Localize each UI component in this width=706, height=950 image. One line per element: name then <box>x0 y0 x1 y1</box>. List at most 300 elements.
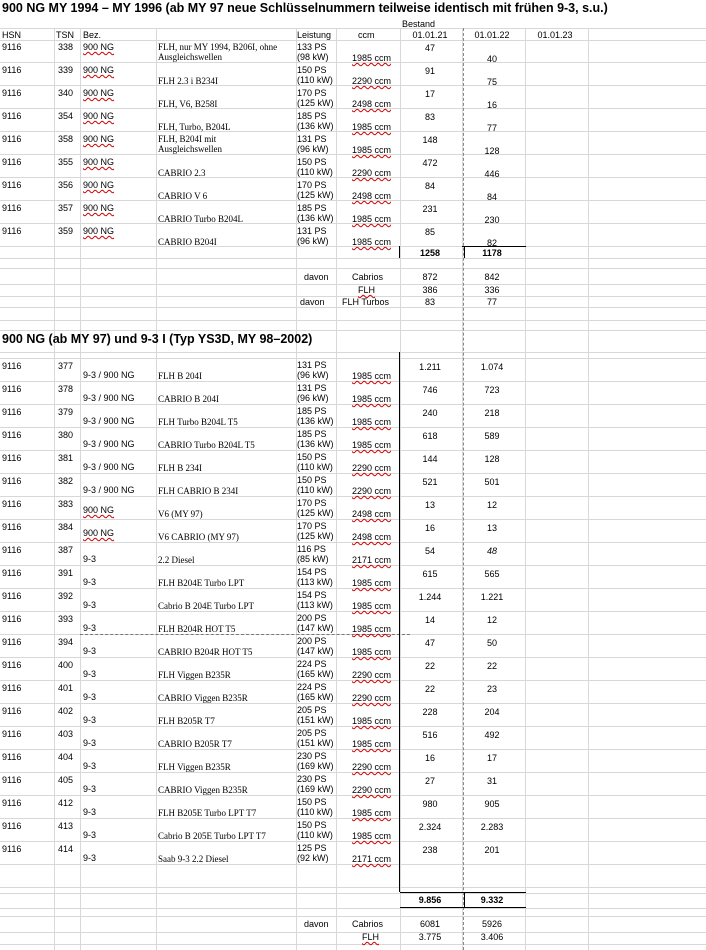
davon-count-2022: 842 <box>484 272 500 282</box>
row-ccm: 2290 ccm <box>352 486 392 496</box>
row-power-kw: (169 kW) <box>297 784 334 794</box>
row-power-ps: 150 PS <box>297 475 327 485</box>
row-power-ps: 150 PS <box>297 797 327 807</box>
row-description: CABRIO V 6 <box>158 191 208 201</box>
row-tsn: 404 <box>58 752 74 762</box>
row-power-kw: (110 kW) <box>297 167 333 177</box>
row-bez: 9-3 <box>83 554 97 564</box>
davon-count-2022: 5926 <box>481 919 503 929</box>
header-ccm: ccm <box>358 30 375 40</box>
row-bez: 9-3 <box>83 807 97 817</box>
row-ccm: 2290 ccm <box>352 463 392 473</box>
row-power-ps: 185 PS <box>297 406 327 416</box>
row-tsn: 391 <box>58 568 74 578</box>
grid-row-line <box>0 887 706 888</box>
row-count-2022: 446 <box>484 169 500 179</box>
grid-row-line <box>0 841 706 842</box>
row-count-2022: 589 <box>484 431 500 441</box>
row-hsn: 9116 <box>2 476 22 486</box>
row-count-2021: 1.211 <box>419 362 441 372</box>
row-hsn: 9116 <box>2 65 22 75</box>
grid-row-line <box>0 381 706 382</box>
row-power-ps: 125 PS <box>297 843 327 853</box>
row-count-2022: 128 <box>484 454 500 464</box>
row-power-kw: (147 kW) <box>297 623 334 633</box>
row-count-2021: 238 <box>422 845 438 855</box>
grid-row-line <box>0 726 706 727</box>
row-count-2021: 618 <box>422 431 438 441</box>
row-power-kw: (136 kW) <box>297 416 334 426</box>
row-count-2022: 84 <box>486 192 497 202</box>
davon-count-2021: 872 <box>422 272 438 282</box>
grid-row-line <box>0 657 706 658</box>
row-description: FLH B205E Turbo LPT T7 <box>158 808 257 818</box>
row-bez: 900 NG <box>83 65 115 75</box>
row-ccm: 2498 ccm <box>352 532 392 542</box>
total-2021: 9.856 <box>418 895 442 905</box>
row-description: Cabrio B 204E Turbo LPT <box>158 601 255 611</box>
row-tsn: 401 <box>58 683 74 693</box>
grid-col-line <box>336 28 337 950</box>
header-date-2022: 01.01.22 <box>474 30 510 40</box>
row-bez: 9-3 <box>83 600 97 610</box>
row-tsn: 412 <box>58 798 74 808</box>
row-description: CABRIO B205R T7 <box>158 739 232 749</box>
row-ccm: 1985 ccm <box>352 417 392 427</box>
row-ccm: 1985 ccm <box>352 647 392 657</box>
row-count-2022: 230 <box>484 215 500 225</box>
row-power-kw: (110 kW) <box>297 75 333 85</box>
row-ccm: 2498 ccm <box>352 509 392 519</box>
row-hsn: 9116 <box>2 683 22 693</box>
davon-count-2022: 3.406 <box>480 932 504 942</box>
page-break-line-horizontal <box>80 634 410 635</box>
row-power-kw: (125 kW) <box>297 98 334 108</box>
row-tsn: 383 <box>58 499 74 509</box>
row-power-ps: 131 PS <box>297 360 327 370</box>
row-count-2021: 228 <box>422 707 438 717</box>
row-ccm: 2498 ccm <box>352 191 392 201</box>
row-ccm: 1985 ccm <box>352 578 392 588</box>
row-power-kw: (92 kW) <box>297 853 329 863</box>
row-power-kw: (96 kW) <box>297 236 329 246</box>
row-power-kw: (169 kW) <box>297 761 334 771</box>
row-bez: 900 NG <box>83 157 115 167</box>
row-hsn: 9116 <box>2 798 22 808</box>
row-tsn: 379 <box>58 407 74 417</box>
row-hsn: 9116 <box>2 384 22 394</box>
row-power-ps: 116 PS <box>297 544 326 554</box>
row-description: FLH, B204I mit <box>158 134 217 144</box>
row-description: FLH 2.3 i B234I <box>158 76 219 86</box>
row-count-2022: 501 <box>484 477 500 487</box>
row-hsn: 9116 <box>2 660 22 670</box>
row-bez: 9-3 <box>83 669 97 679</box>
row-tsn: 394 <box>58 637 74 647</box>
row-ccm: 2290 ccm <box>352 168 392 178</box>
grid-row-line <box>0 427 706 428</box>
row-bez: 9-3 <box>83 738 97 748</box>
row-count-2022: 201 <box>484 845 500 855</box>
row-tsn: 382 <box>58 476 74 486</box>
row-power-ps: 185 PS <box>297 203 327 213</box>
row-power-kw: (125 kW) <box>297 508 334 518</box>
grid-row-line <box>0 307 706 308</box>
row-tsn: 414 <box>58 844 74 854</box>
row-count-2022: 204 <box>484 707 500 717</box>
grid-row-line <box>0 320 706 321</box>
row-power-kw: (136 kW) <box>297 213 334 223</box>
grid-row-line <box>0 40 706 41</box>
row-bez: 900 NG <box>83 111 115 121</box>
row-hsn: 9116 <box>2 844 22 854</box>
davon-count-2021: 6081 <box>419 919 441 929</box>
row-description: FLH Viggen B235R <box>158 670 231 680</box>
row-description: CABRIO B 204I <box>158 394 220 404</box>
total-2021: 1258 <box>419 248 441 258</box>
row-count-2022: 905 <box>484 799 500 809</box>
row-count-2021: 14 <box>424 615 435 625</box>
grid-row-line <box>0 932 706 933</box>
row-count-2021: 47 <box>424 43 435 53</box>
column-rule <box>399 352 400 892</box>
grid-row-line <box>0 284 706 285</box>
row-power-kw: (113 kW) <box>297 577 333 587</box>
row-count-2022: 82 <box>486 238 497 248</box>
row-power-kw: (113 kW) <box>297 600 333 610</box>
row-hsn: 9116 <box>2 42 22 52</box>
row-power-kw: (151 kW) <box>297 715 334 725</box>
grid-row-line <box>0 772 706 773</box>
row-count-2022: 77 <box>486 123 497 133</box>
grid-row-line <box>0 496 706 497</box>
row-bez: 9-3 / 900 NG <box>83 462 135 472</box>
row-power-kw: (85 kW) <box>297 554 329 564</box>
row-ccm: 1985 ccm <box>352 739 392 749</box>
row-power-kw: (136 kW) <box>297 439 334 449</box>
row-power-kw: (110 kW) <box>297 807 333 817</box>
row-tsn: 403 <box>58 729 74 739</box>
row-tsn: 380 <box>58 430 74 440</box>
row-ccm: 1985 ccm <box>352 394 392 404</box>
row-count-2021: 746 <box>422 385 438 395</box>
row-description: FLH B204E Turbo LPT <box>158 578 245 588</box>
grid-row-line <box>0 519 706 520</box>
row-count-2021: 16 <box>424 753 435 763</box>
section1-title: 900 NG MY 1994 – MY 1996 (ab MY 97 neue Schlüsselnummern teilweise identisch mit frühen 9-3, s.u.) <box>2 1 608 15</box>
row-power-ps: 131 PS <box>297 226 327 236</box>
row-count-2022: 12 <box>486 615 497 625</box>
row-ccm: 1985 ccm <box>352 122 392 132</box>
row-ccm: 1985 ccm <box>352 831 392 841</box>
davon-category: FLH <box>362 932 380 942</box>
row-power-ps: 170 PS <box>297 498 327 508</box>
row-count-2021: 91 <box>424 66 435 76</box>
total-rule <box>399 246 400 258</box>
row-hsn: 9116 <box>2 637 22 647</box>
row-power-kw: (110 kW) <box>297 830 333 840</box>
row-tsn: 355 <box>58 157 74 167</box>
row-power-kw: (110 kW) <box>297 485 333 495</box>
row-hsn: 9116 <box>2 134 22 144</box>
total-rule <box>462 246 526 247</box>
header-hsn: HSN <box>2 30 22 40</box>
row-count-2022: 128 <box>484 146 500 156</box>
row-description: FLH B 234I <box>158 463 203 473</box>
row-power-ps: 230 PS <box>297 774 327 784</box>
row-bez: 9-3 / 900 NG <box>83 370 135 380</box>
row-tsn: 338 <box>58 42 74 52</box>
row-tsn: 354 <box>58 111 74 121</box>
row-count-2022: 23 <box>486 684 497 694</box>
row-description: CABRIO Viggen B235R <box>158 693 248 703</box>
row-tsn: 377 <box>58 361 74 371</box>
row-power-ps: 185 PS <box>297 429 327 439</box>
row-ccm: 2290 ccm <box>352 670 392 680</box>
grid-row-line <box>0 565 706 566</box>
davon-count-2022: 336 <box>484 285 500 295</box>
total-2022: 9.332 <box>480 895 504 905</box>
total-2022: 1178 <box>482 248 502 258</box>
row-count-2021: 148 <box>422 135 438 145</box>
row-bez: 9-3 <box>83 646 97 656</box>
row-ccm: 1985 ccm <box>352 214 392 224</box>
row-bez: 9-3 / 900 NG <box>83 485 135 495</box>
row-count-2021: 472 <box>422 158 438 168</box>
row-power-kw: (151 kW) <box>297 738 334 748</box>
row-description: FLH, Turbo, B204L <box>158 122 231 132</box>
grid-row-line <box>0 680 706 681</box>
grid-row-line <box>0 404 706 405</box>
row-power-kw: (136 kW) <box>297 121 334 131</box>
row-count-2021: 27 <box>424 776 435 786</box>
row-tsn: 378 <box>58 384 74 394</box>
grid-col-line <box>156 28 157 950</box>
row-ccm: 1985 ccm <box>352 601 392 611</box>
davon-count-2021: 83 <box>424 297 435 307</box>
row-description: Ausgleichswellen <box>158 144 222 154</box>
row-ccm: 2290 ccm <box>352 785 392 795</box>
row-count-2021: 521 <box>422 477 438 487</box>
row-hsn: 9116 <box>2 203 22 213</box>
row-power-kw: (125 kW) <box>297 190 334 200</box>
row-tsn: 384 <box>58 522 74 532</box>
row-hsn: 9116 <box>2 453 22 463</box>
davon-count-2022: 77 <box>486 297 497 307</box>
row-hsn: 9116 <box>2 614 22 624</box>
row-description: CABRIO B204R HOT T5 <box>158 647 253 657</box>
row-count-2022: 218 <box>484 408 500 418</box>
grid-row-line <box>0 450 706 451</box>
row-tsn: 359 <box>58 226 74 236</box>
row-count-2022: 1.074 <box>480 362 504 372</box>
row-count-2021: 22 <box>424 661 435 671</box>
row-bez: 9-3 <box>83 623 97 633</box>
header-tsn: TSN <box>56 30 74 40</box>
row-bez: 9-3 <box>83 830 97 840</box>
row-description: CABRIO 2.3 <box>158 168 206 178</box>
row-count-2022: 50 <box>486 638 497 648</box>
row-power-ps: 133 PS <box>297 42 327 52</box>
page-break-line <box>463 28 464 950</box>
row-hsn: 9116 <box>2 568 22 578</box>
row-tsn: 393 <box>58 614 74 624</box>
row-count-2021: 980 <box>422 799 438 809</box>
grid-row-line <box>0 749 706 750</box>
grid-row-line <box>0 258 706 259</box>
row-count-2022: 75 <box>486 77 497 87</box>
row-hsn: 9116 <box>2 752 22 762</box>
row-ccm: 1985 ccm <box>352 145 392 155</box>
row-bez: 900 NG <box>83 88 115 98</box>
row-bez: 9-3 <box>83 853 97 863</box>
row-hsn: 9116 <box>2 111 22 121</box>
row-description: FLH Viggen B235R <box>158 762 231 772</box>
row-description: V6 CABRIO (MY 97) <box>158 532 239 542</box>
row-ccm: 2290 ccm <box>352 762 392 772</box>
row-power-ps: 205 PS <box>297 705 327 715</box>
row-power-ps: 230 PS <box>297 751 327 761</box>
row-bez: 9-3 <box>83 715 97 725</box>
row-count-2022: 17 <box>486 753 497 763</box>
row-hsn: 9116 <box>2 226 22 236</box>
row-bez: 900 NG <box>83 203 115 213</box>
row-count-2021: 22 <box>424 684 435 694</box>
header-bestand: Bestand <box>402 19 436 29</box>
row-count-2022: 1.221 <box>480 592 504 602</box>
row-count-2021: 84 <box>424 181 435 191</box>
davon-count-2021: 3.775 <box>418 932 442 942</box>
row-power-ps: 170 PS <box>297 88 327 98</box>
row-power-ps: 131 PS <box>297 134 327 144</box>
row-count-2022: 2.283 <box>480 822 504 832</box>
row-count-2022: 12 <box>486 500 497 510</box>
row-power-kw: (165 kW) <box>297 669 334 679</box>
row-power-ps: 200 PS <box>297 613 327 623</box>
row-count-2022: 492 <box>484 730 500 740</box>
row-power-ps: 150 PS <box>297 65 327 75</box>
row-power-ps: 170 PS <box>297 180 327 190</box>
grid-row-line <box>0 944 706 945</box>
row-ccm: 1985 ccm <box>352 624 392 634</box>
row-description: V6 (MY 97) <box>158 509 203 519</box>
row-ccm: 1985 ccm <box>352 237 392 247</box>
row-bez: 900 NG <box>83 42 115 52</box>
row-count-2022: 16 <box>486 100 497 110</box>
row-hsn: 9116 <box>2 499 22 509</box>
row-bez: 900 NG <box>83 180 115 190</box>
row-ccm: 1985 ccm <box>352 371 392 381</box>
row-hsn: 9116 <box>2 729 22 739</box>
grid-col-line <box>80 28 81 950</box>
header-leistung: Leistung <box>297 30 332 40</box>
grid-row-line <box>0 28 706 29</box>
row-ccm: 1985 ccm <box>352 808 392 818</box>
row-hsn: 9116 <box>2 88 22 98</box>
row-count-2021: 16 <box>424 523 435 533</box>
row-tsn: 356 <box>58 180 74 190</box>
davon-category: Cabrios <box>352 919 384 929</box>
row-power-ps: 224 PS <box>297 682 327 692</box>
row-tsn: 357 <box>58 203 74 213</box>
grid-row-line <box>0 893 706 894</box>
row-count-2021: 13 <box>424 500 435 510</box>
davon-category: Cabrios <box>352 272 384 282</box>
grid-col-line <box>525 28 526 950</box>
row-hsn: 9116 <box>2 591 22 601</box>
row-ccm: 2290 ccm <box>352 76 392 86</box>
row-count-2022: 723 <box>484 385 500 395</box>
row-description: Ausgleichswellen <box>158 52 222 62</box>
row-hsn: 9116 <box>2 775 22 785</box>
row-count-2021: 54 <box>424 546 435 556</box>
row-count-2022: 22 <box>486 661 497 671</box>
grid-row-line <box>0 703 706 704</box>
row-power-ps: 154 PS <box>297 567 327 577</box>
row-tsn: 402 <box>58 706 74 716</box>
row-description: FLH B205R T7 <box>158 716 215 726</box>
row-ccm: 2498 ccm <box>352 99 392 109</box>
row-ccm: 1985 ccm <box>352 53 392 63</box>
row-bez: 900 NG <box>83 134 115 144</box>
row-count-2021: 144 <box>422 454 438 464</box>
row-power-ps: 131 PS <box>297 383 327 393</box>
row-power-kw: (110 kW) <box>297 462 333 472</box>
row-count-2022: 31 <box>486 776 497 786</box>
row-ccm: 2290 ccm <box>352 693 392 703</box>
row-power-ps: 224 PS <box>297 659 327 669</box>
grid-row-line <box>0 542 706 543</box>
total-rule <box>400 907 526 908</box>
row-bez: 9-3 <box>83 692 97 702</box>
row-power-ps: 185 PS <box>297 111 327 121</box>
row-count-2021: 83 <box>424 112 435 122</box>
grid-row-line <box>0 908 706 909</box>
row-hsn: 9116 <box>2 361 22 371</box>
row-hsn: 9116 <box>2 545 22 555</box>
row-description: FLH, nur MY 1994, B206I, ohne <box>158 42 278 52</box>
row-hsn: 9116 <box>2 706 22 716</box>
row-power-kw: (125 kW) <box>297 531 334 541</box>
header-date-2021: 01.01.21 <box>412 30 448 40</box>
row-description: Cabrio B 205E Turbo LPT T7 <box>158 831 266 841</box>
row-ccm: 2171 ccm <box>352 854 392 864</box>
row-hsn: 9116 <box>2 821 22 831</box>
row-tsn: 413 <box>58 821 74 831</box>
row-tsn: 339 <box>58 65 74 75</box>
row-hsn: 9116 <box>2 157 22 167</box>
row-description: FLH, V6, B258I <box>158 99 218 109</box>
row-bez: 900 NG <box>83 505 115 515</box>
davon-label: davon <box>304 272 329 282</box>
row-bez: 9-3 <box>83 761 97 771</box>
davon-label: davon <box>304 919 329 929</box>
row-bez: 9-3 <box>83 577 97 587</box>
row-count-2021: 231 <box>422 204 438 214</box>
row-power-ps: 150 PS <box>297 157 327 167</box>
davon-label: davon <box>300 297 325 307</box>
row-ccm: 1985 ccm <box>352 440 392 450</box>
row-description: FLH CABRIO B 234I <box>158 486 239 496</box>
header-bez: Bez. <box>83 30 102 40</box>
grid-col-line <box>54 28 55 950</box>
section2-title: 900 NG (ab MY 97) und 9-3 I (Typ YS3D, MY 98–2002) <box>2 332 313 346</box>
row-count-2022: 565 <box>484 569 500 579</box>
row-bez: 9-3 / 900 NG <box>83 393 135 403</box>
grid-row-line <box>0 818 706 819</box>
row-description: CABRIO Turbo B204L T5 <box>158 440 255 450</box>
davon-category: FLH <box>358 285 376 295</box>
